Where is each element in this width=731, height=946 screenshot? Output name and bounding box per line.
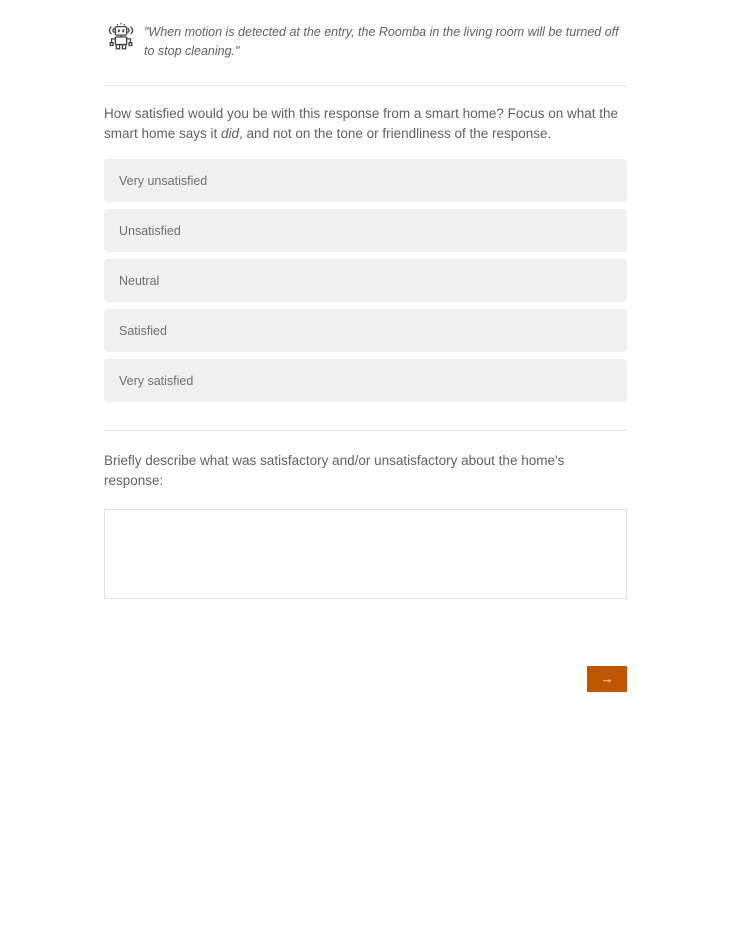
followup-answer-textarea[interactable]: [104, 509, 627, 599]
option-satisfied[interactable]: [104, 309, 627, 352]
smart-home-response-quote: [104, 20, 627, 61]
option-very-unsatisfied[interactable]: [104, 159, 627, 202]
divider: [104, 85, 627, 86]
divider: [104, 430, 627, 431]
satisfaction-question-text: [104, 104, 627, 143]
option-label: Very unsatisfied: [119, 173, 208, 188]
option-label: Very satisfied: [119, 373, 194, 388]
survey-page: [104, 0, 627, 692]
satisfaction-options: [104, 159, 627, 402]
option-label: Satisfied: [119, 323, 167, 338]
option-label: Unsatisfied: [119, 223, 181, 238]
question-text-italic: did: [221, 125, 240, 141]
navigation-row: [104, 666, 627, 692]
followup-question-label: Briefly describe what was satisfactory and/or unsatisfactory about the home's response:: [104, 453, 565, 488]
option-very-satisfied[interactable]: [104, 359, 627, 402]
robot-icon: [104, 20, 138, 54]
smart-home-response-text: "When motion is detected at the entry, the Roomba in the living room will be turned off to stop cleaning.": [144, 25, 619, 58]
question-text-part1: How satisfied would you be with this response from a smart home? Focus on what the smart home says it: [104, 106, 618, 141]
right-arrow-icon: →: [600, 671, 614, 686]
question-text-part2: , and not on the tone or friendliness of the response.: [239, 125, 552, 141]
next-button[interactable]: [587, 666, 627, 692]
option-unsatisfied[interactable]: [104, 209, 627, 252]
option-label: Neutral: [119, 273, 160, 288]
option-neutral[interactable]: [104, 259, 627, 302]
